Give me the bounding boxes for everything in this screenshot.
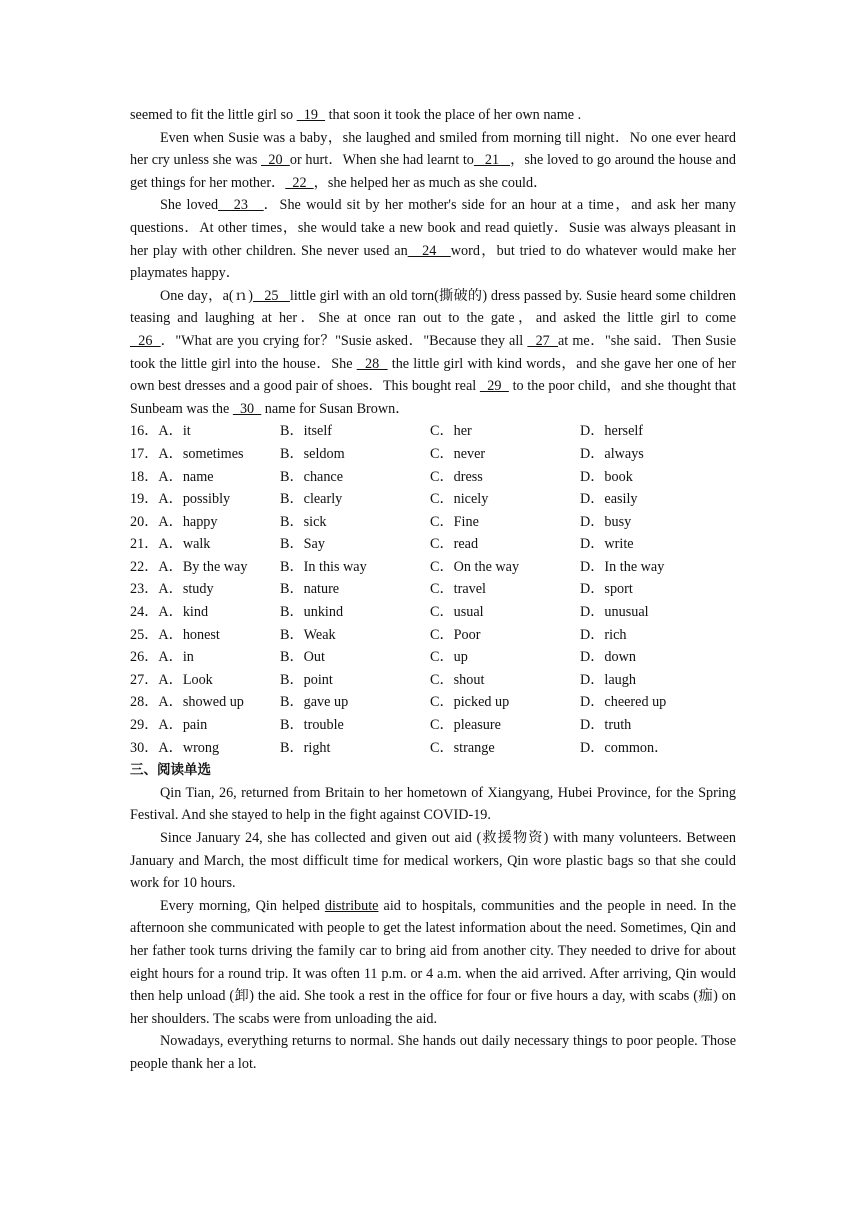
- option-b: B．unkind: [280, 604, 344, 621]
- option-c: C．read: [430, 536, 479, 553]
- question-number: 16．: [130, 423, 159, 440]
- option-d: D．sport: [580, 581, 633, 598]
- option-c: C．On the way: [430, 558, 520, 575]
- option-d: D．book: [580, 468, 633, 485]
- option-c: C．strange: [430, 739, 495, 756]
- option-a: A．it: [158, 423, 191, 440]
- option-d: D．laugh: [580, 671, 636, 688]
- question-17: [130, 443, 736, 466]
- cloze-paragraph-2: [130, 194, 736, 284]
- text: aid to hospitals, communities and the people in need. In the afternoon she communicated with people to get the latest information about the need. Sometimes, Qin and her father took turns driving the family car to bring aid from another city. They needed to drive for about eight hours for a round trip. It was often 11 p.m. or 4 a.m. when the aid arrived. After arriving, Qin would then help unload (卸) the aid. She took a rest in the office for four or five hours a day, with scabs (痂) on her shoulders. The scabs were from unloading the aid.: [130, 897, 736, 1027]
- reading-paragraph-4: Nowadays, everything returns to normal. She hands out daily necessary things to poor people. Those people thank her a lot.: [130, 1033, 736, 1072]
- text: little girl with an old torn(撕破的) dress passed by. Susie heard some children teasing and laughing at her．She at once ran out to the gate，and asked the little girl to come: [130, 287, 737, 327]
- text: or hurt．When she had learnt to: [289, 152, 474, 169]
- option-b: B．Out: [280, 649, 325, 666]
- blank-25: 25: [252, 287, 290, 304]
- option-c: C．usual: [430, 604, 484, 621]
- question-25: [130, 624, 736, 647]
- question-list: [130, 420, 736, 759]
- option-b: B．Say: [280, 536, 325, 553]
- option-a: A．honest: [158, 626, 220, 643]
- text: the little girl with kind words，and she gave her one of her own best dresses and a good pair of shoes．This bought real: [130, 355, 736, 395]
- option-a: A．By the way: [158, 558, 248, 575]
- option-c: C．never: [430, 445, 486, 462]
- blank-30: 30: [232, 400, 262, 417]
- option-c: C．up: [430, 649, 468, 666]
- option-b: B．point: [280, 671, 333, 688]
- option-b: B．itself: [280, 423, 333, 440]
- question-29: [130, 714, 736, 737]
- option-c: C．travel: [430, 581, 486, 598]
- question-number: 19．: [130, 491, 159, 508]
- option-d: D．rich: [580, 626, 627, 643]
- option-c: C．dress: [430, 468, 483, 485]
- question-23: [130, 578, 736, 601]
- option-a: A．showed up: [158, 694, 244, 711]
- option-b: B．nature: [280, 581, 340, 598]
- option-d: D．truth: [580, 717, 632, 734]
- question-number: 30．: [130, 739, 159, 756]
- question-number: 25．: [130, 626, 159, 643]
- option-c: C．pleasure: [430, 717, 501, 734]
- option-d: D．easily: [580, 491, 638, 508]
- option-a: A．name: [158, 468, 214, 485]
- blank-22: 22: [285, 174, 314, 191]
- blank-27: 27: [527, 332, 558, 349]
- blank-28: 28: [356, 355, 388, 372]
- reading-paragraph-3: [130, 895, 736, 1031]
- section-title: 三、阅读单选: [130, 762, 211, 779]
- cloze-paragraph-1: [130, 127, 736, 195]
- blank-24: 24: [407, 242, 451, 259]
- text: ，she helped her as much as she could．: [313, 174, 548, 191]
- option-c: C．nicely: [430, 491, 489, 508]
- option-d: D．common．: [580, 739, 669, 756]
- text: ．She would sit by her mother's side for an hour at a time，and ask her many questions．At other times，she would take a new book and read quietly．Susie was always pleasant in her play with other children. She never used an: [130, 197, 736, 259]
- option-a: A．in: [158, 649, 194, 666]
- option-d: D．down: [580, 649, 636, 666]
- question-30: [130, 737, 736, 760]
- option-d: D．In the way: [580, 558, 665, 575]
- blank-20: 20: [261, 152, 290, 169]
- option-d: D．write: [580, 536, 634, 553]
- question-20: [130, 511, 736, 534]
- option-b: B．trouble: [280, 717, 344, 734]
- blank-23: 23: [218, 197, 264, 214]
- option-d: D．herself: [580, 423, 644, 440]
- question-16: [130, 420, 736, 443]
- question-26: [130, 646, 736, 669]
- text: that soon it took the place of her own name .: [325, 107, 582, 123]
- option-b: B．clearly: [280, 491, 343, 508]
- text: She loved: [160, 197, 219, 214]
- text: seemed to fit the little girl so: [130, 107, 297, 123]
- document-page: [130, 104, 736, 1076]
- question-24: [130, 601, 736, 624]
- option-c: C．her: [430, 423, 472, 440]
- option-b: B．Weak: [280, 626, 336, 643]
- text: Every morning, Qin helped: [160, 897, 325, 914]
- option-b: B．In this way: [280, 558, 367, 575]
- question-number: 23．: [130, 581, 159, 598]
- option-c: C．picked up: [430, 694, 510, 711]
- text: One day，a(ｎ): [160, 287, 253, 304]
- question-19: [130, 488, 736, 511]
- option-b: B．right: [280, 739, 331, 756]
- option-a: A．kind: [158, 604, 209, 621]
- text: to the poor child，and she thought that Sunbeam was the: [130, 378, 737, 417]
- reading-paragraph-1: Qin Tian, 26, returned from Britain to her hometown of Xiangyang, Hubei Province, for the Spring Festival. And she stayed to help in the fight against COVID-19.: [130, 784, 736, 824]
- question-number: 20．: [130, 513, 159, 530]
- text: ，she loved to go around the house and get things for her mother．: [130, 152, 737, 191]
- text: Even when Susie was a baby，she laughed and smiled from morning till night．No one ever heard her cry unless she was: [130, 129, 736, 169]
- question-number: 22．: [130, 558, 159, 575]
- cloze-paragraph-3: [130, 285, 736, 421]
- question-number: 28．: [130, 694, 159, 711]
- cloze-paragraph-0: [130, 104, 736, 127]
- blank-19: 19: [296, 107, 326, 123]
- option-a: A．Look: [158, 671, 213, 688]
- option-c: C．Fine: [430, 513, 479, 530]
- option-a: A．wrong: [158, 739, 220, 756]
- option-a: A．possibly: [158, 491, 231, 508]
- underlined-word: distribute: [324, 897, 379, 914]
- question-number: 18．: [130, 468, 159, 485]
- question-number: 27．: [130, 671, 159, 688]
- blank-21: 21: [473, 152, 511, 169]
- option-c: C．Poor: [430, 626, 481, 643]
- option-c: C．shout: [430, 671, 485, 688]
- option-b: B．sick: [280, 513, 327, 530]
- option-d: D．busy: [580, 513, 632, 530]
- option-b: B．seldom: [280, 445, 345, 462]
- question-27: [130, 669, 736, 692]
- option-b: B．chance: [280, 468, 344, 485]
- option-d: D．always: [580, 445, 644, 462]
- question-22: [130, 556, 736, 579]
- option-d: D．unusual: [580, 604, 649, 621]
- option-d: D．cheered up: [580, 694, 667, 711]
- question-number: 21．: [130, 536, 159, 553]
- option-a: A．sometimes: [158, 445, 244, 462]
- question-21: [130, 533, 736, 556]
- option-a: A．happy: [158, 513, 218, 530]
- option-b: B．gave up: [280, 694, 349, 711]
- option-a: A．pain: [158, 717, 208, 734]
- option-a: A．walk: [158, 536, 211, 553]
- question-number: 26．: [130, 649, 159, 666]
- question-number: 29．: [130, 717, 159, 734]
- reading-paragraph-2: Since January 24, she has collected and given out aid (救援物资) with many volunteers. Between January and March, the most difficult time for medical workers, Qin wore plastic bags so that she could work for 10 hours.: [130, 830, 736, 892]
- text: at me．"she said．Then Susie took the little girl into the house．She: [130, 332, 737, 372]
- question-number: 17．: [130, 445, 159, 462]
- blank-26: 26: [130, 332, 161, 349]
- text: name for Susan Brown．: [261, 400, 410, 417]
- text: word，but tried to do whatever would make her playmates happy．: [130, 242, 737, 282]
- question-number: 24．: [130, 604, 159, 621]
- text: ．"What are you crying for？"Susie asked．"Because they all: [160, 332, 528, 349]
- option-a: A．study: [158, 581, 214, 598]
- blank-29: 29: [479, 378, 509, 395]
- question-28: [130, 691, 736, 714]
- question-18: [130, 466, 736, 489]
